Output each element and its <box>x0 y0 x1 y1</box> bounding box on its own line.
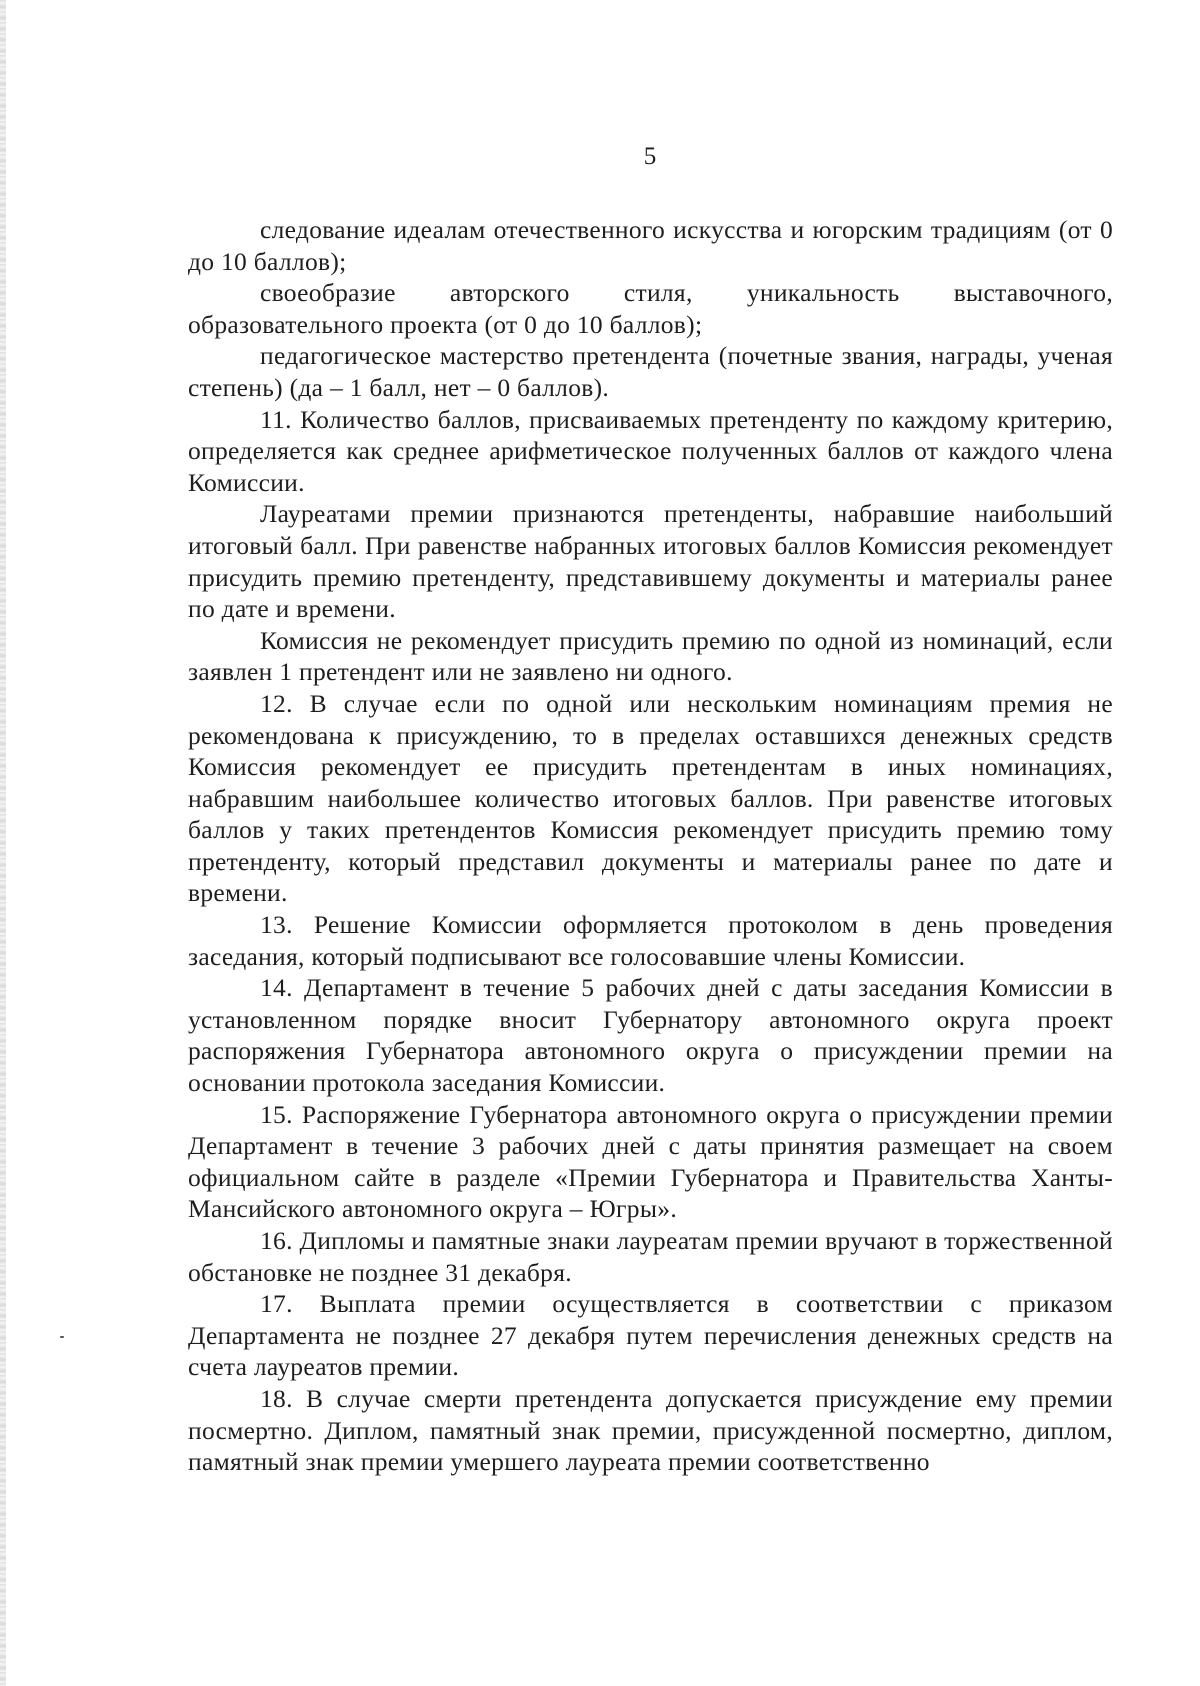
paragraph: 15. Распоряжение Губернатора автономного округа о присуждении премии Департамент в течение 3 рабочих дней с даты принятия размещает на своем официальном сайте в разделе «Премии Губернатора и Правительства Ханты-Мансийского автономного округа – Югры». <box>188 1099 1113 1224</box>
paragraph: Комиссия не рекомендует присудить премию по одной из номинаций, если заявлен 1 претендент или не заявлено ни одного. <box>188 625 1113 687</box>
paragraph: следование идеалам отечественного искусства и югорским традициям (от 0 до 10 баллов); <box>188 215 1113 276</box>
scan-speck <box>60 1336 64 1338</box>
body-text <box>188 214 1113 1478</box>
page-number: 5 <box>643 143 657 170</box>
paragraph: 17. Выплата премии осуществляется в соответствии с приказом Департамента не позднее 27 декабря путем перечисления денежных средств на счета лауреатов премии. <box>188 1289 1113 1382</box>
paragraph: 18. В случае смерти претендента допускается присуждение ему премии посмертно. Диплом, памятный знак премии, присужденной посмертно, диплом, памятный знак премии умершего лауреата премии соответственно <box>188 1383 1113 1477</box>
paragraph: Лауреатами премии признаются претенденты, набравшие наибольший итоговый балл. При равенстве набранных итоговых баллов Комиссия рекомендует присудить премию претенденту, представившему документы и материалы ранее по дате и времени. <box>188 499 1113 624</box>
paragraph: 13. Решение Комиссии оформляется протоколом в день проведения заседания, который подписывают все голосовавшие члены Комиссии. <box>188 910 1113 971</box>
paragraph: 12. В случае если по одной или нескольким номинациям премия не рекомендована к присуждению, то в пределах оставшихся денежных средств Комиссия рекомендует ее присудить претендентам в иных номинациях, набравшим наибольшее количество итоговых баллов. При равенстве итоговых баллов у таких претендентов Комиссия рекомендует присудить премию тому претенденту, который представил документы и материалы ранее по дате и времени. <box>188 688 1113 908</box>
paragraph: 16. Дипломы и памятные знаки лауреатам премии вручают в торжественной обстановке не позднее 31 декабря. <box>188 1226 1113 1287</box>
paragraph: своеобразие авторского стиля, уникальность выставочного, образовательного проекта (от 0 до 10 баллов); <box>188 278 1113 339</box>
paragraph: 11. Количество баллов, присваиваемых претенденту по каждому критерию, определяется как среднее арифметическое полученных баллов от каждого члена Комиссии. <box>188 404 1113 497</box>
paragraph: 14. Департамент в течение 5 рабочих дней с даты заседания Комиссии в установленном порядке вносит Губернатору автономного округа проект распоряжения Губернатора автономного округа о присуждении премии на основании протокола заседания Комиссии. <box>188 973 1113 1098</box>
scan-edge <box>0 0 6 1686</box>
paragraph: педагогическое мастерство претендента (почетные звания, награды, ученая степень) (да – 1 балл, нет – 0 баллов). <box>188 341 1113 402</box>
